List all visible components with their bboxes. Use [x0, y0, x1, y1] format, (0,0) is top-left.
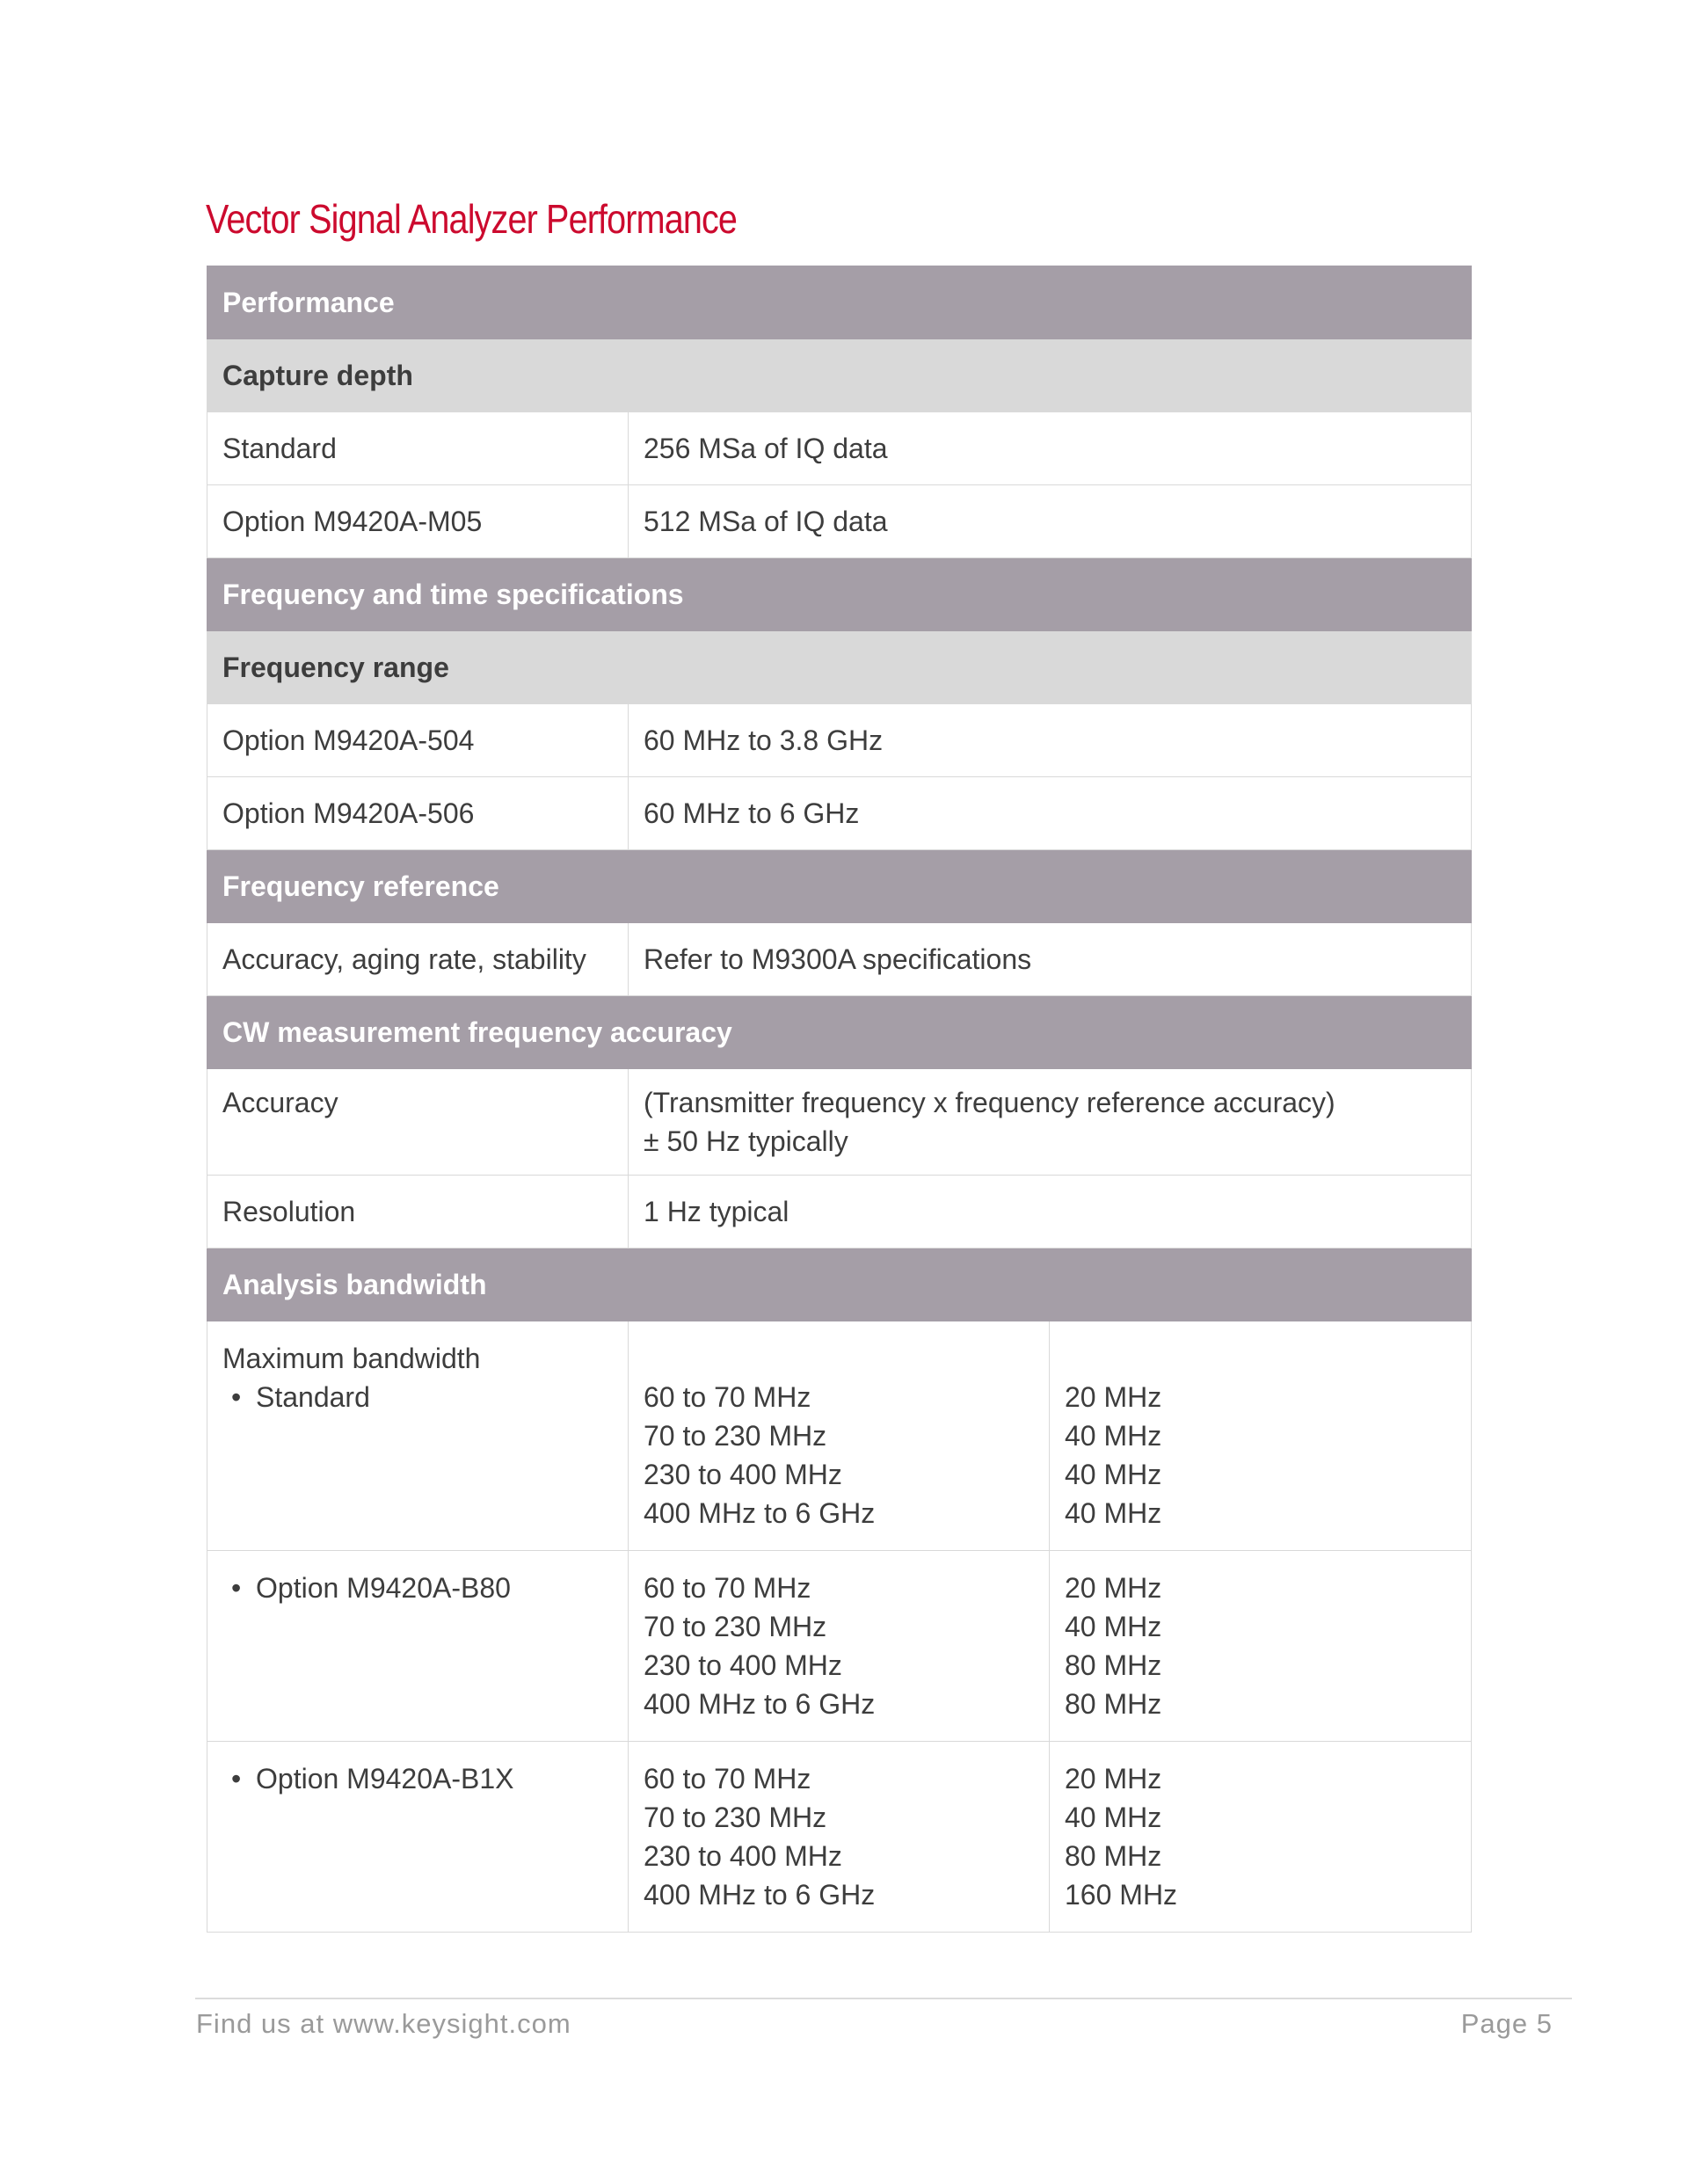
- bandwidth-value: 40 MHz: [1065, 1497, 1162, 1529]
- bandwidth-value: 40 MHz: [1065, 1611, 1162, 1642]
- row-value: [629, 1069, 1472, 1176]
- frequency-range: 230 to 400 MHz: [644, 1649, 842, 1681]
- bandwidth-label-cell: [207, 1551, 629, 1742]
- section-header-label: Frequency and time specifications: [207, 558, 1472, 631]
- bandwidth-value: 80 MHz: [1065, 1840, 1162, 1872]
- table-row: [207, 412, 1472, 485]
- row-label: Resolution: [207, 1176, 629, 1249]
- row-value: Refer to M9300A specifications: [629, 923, 1472, 996]
- row-value: 512 MSa of IQ data: [629, 485, 1472, 558]
- accuracy-value-line: ± 50 Hz typically: [644, 1125, 848, 1157]
- bullet-label: Option M9420A-B80: [256, 1572, 511, 1604]
- row-label: Accuracy: [207, 1069, 629, 1176]
- section-header-frequency-reference: [207, 850, 1472, 923]
- frequency-range: 400 MHz to 6 GHz: [644, 1688, 876, 1720]
- bullet-label: Standard: [256, 1381, 370, 1413]
- bandwidth-label-cell: [207, 1742, 629, 1933]
- bullet-item: [222, 1759, 613, 1798]
- frequency-range: 60 to 70 MHz: [644, 1572, 811, 1604]
- table-row: [207, 485, 1472, 558]
- row-value: 60 MHz to 6 GHz: [629, 777, 1472, 850]
- subsection-header-label: Capture depth: [207, 339, 1472, 412]
- subsection-header-frequency-range: [207, 631, 1472, 704]
- footer-divider: [195, 1998, 1572, 1999]
- frequency-range: 70 to 230 MHz: [644, 1611, 827, 1642]
- footer-website[interactable]: Find us at www.keysight.com: [196, 2008, 571, 2039]
- section-header-cw-accuracy: [207, 996, 1472, 1069]
- bandwidth-label-cell: [207, 1321, 629, 1551]
- row-value: 60 MHz to 3.8 GHz: [629, 704, 1472, 777]
- bandwidth-value: 80 MHz: [1065, 1649, 1162, 1681]
- bandwidth-value: 40 MHz: [1065, 1459, 1162, 1490]
- frequency-range: 400 MHz to 6 GHz: [644, 1879, 876, 1911]
- section-header-label: Analysis bandwidth: [207, 1249, 1472, 1321]
- bandwidth-value: 160 MHz: [1065, 1879, 1178, 1911]
- frequency-range: 60 to 70 MHz: [644, 1381, 811, 1413]
- frequency-range-cell: [629, 1321, 1050, 1551]
- bullet-icon: •: [231, 1572, 242, 1604]
- subsection-header-capture-depth: [207, 339, 1472, 412]
- frequency-range: 400 MHz to 6 GHz: [644, 1497, 876, 1529]
- section-header-label: Performance: [207, 266, 1472, 339]
- bandwidth-value: 40 MHz: [1065, 1420, 1162, 1452]
- row-label: Standard: [207, 412, 629, 485]
- spec-table: [207, 266, 1472, 1933]
- bandwidth-value: 40 MHz: [1065, 1802, 1162, 1833]
- bullet-icon: •: [231, 1381, 242, 1413]
- bandwidth-value-cell: [1050, 1742, 1472, 1933]
- bullet-label: Option M9420A-B1X: [256, 1763, 514, 1795]
- bandwidth-value: 20 MHz: [1065, 1763, 1162, 1795]
- page-title: Vector Signal Analyzer Performance: [206, 196, 738, 242]
- frequency-range: 230 to 400 MHz: [644, 1840, 842, 1872]
- frequency-range: 60 to 70 MHz: [644, 1763, 811, 1795]
- bandwidth-row: [207, 1551, 1472, 1742]
- bandwidth-row: [207, 1742, 1472, 1933]
- bandwidth-value: 80 MHz: [1065, 1688, 1162, 1720]
- bandwidth-row: [207, 1321, 1472, 1551]
- page-number: Page 5: [1460, 2008, 1553, 2039]
- bullet-item: [222, 1569, 613, 1607]
- row-label: Option M9420A-M05: [207, 485, 629, 558]
- frequency-range: 70 to 230 MHz: [644, 1802, 827, 1833]
- table-row: [207, 1069, 1472, 1176]
- section-header-label: Frequency reference: [207, 850, 1472, 923]
- row-label: Accuracy, aging rate, stability: [207, 923, 629, 996]
- bullet-icon: •: [231, 1763, 242, 1795]
- max-bandwidth-label: Maximum bandwidth: [222, 1343, 481, 1374]
- accuracy-value-line: (Transmitter frequency x frequency reference accuracy): [644, 1087, 1335, 1118]
- row-label: Option M9420A-506: [207, 777, 629, 850]
- bandwidth-value: 20 MHz: [1065, 1572, 1162, 1604]
- table-row: [207, 777, 1472, 850]
- subsection-header-label: Frequency range: [207, 631, 1472, 704]
- table-row: [207, 923, 1472, 996]
- frequency-range: 230 to 400 MHz: [644, 1459, 842, 1490]
- section-header-performance: [207, 266, 1472, 339]
- bandwidth-value-cell: [1050, 1551, 1472, 1742]
- section-header-frequency-time: [207, 558, 1472, 631]
- row-value: 256 MSa of IQ data: [629, 412, 1472, 485]
- frequency-range-cell: [629, 1742, 1050, 1933]
- section-header-label: CW measurement frequency accuracy: [207, 996, 1472, 1069]
- table-row: [207, 1176, 1472, 1249]
- table-row: [207, 704, 1472, 777]
- bullet-item: [222, 1378, 613, 1416]
- frequency-range: 70 to 230 MHz: [644, 1420, 827, 1452]
- bandwidth-value-cell: [1050, 1321, 1472, 1551]
- row-value: 1 Hz typical: [629, 1176, 1472, 1249]
- section-header-analysis-bandwidth: [207, 1249, 1472, 1321]
- row-label: Option M9420A-504: [207, 704, 629, 777]
- frequency-range-cell: [629, 1551, 1050, 1742]
- bandwidth-value: 20 MHz: [1065, 1381, 1162, 1413]
